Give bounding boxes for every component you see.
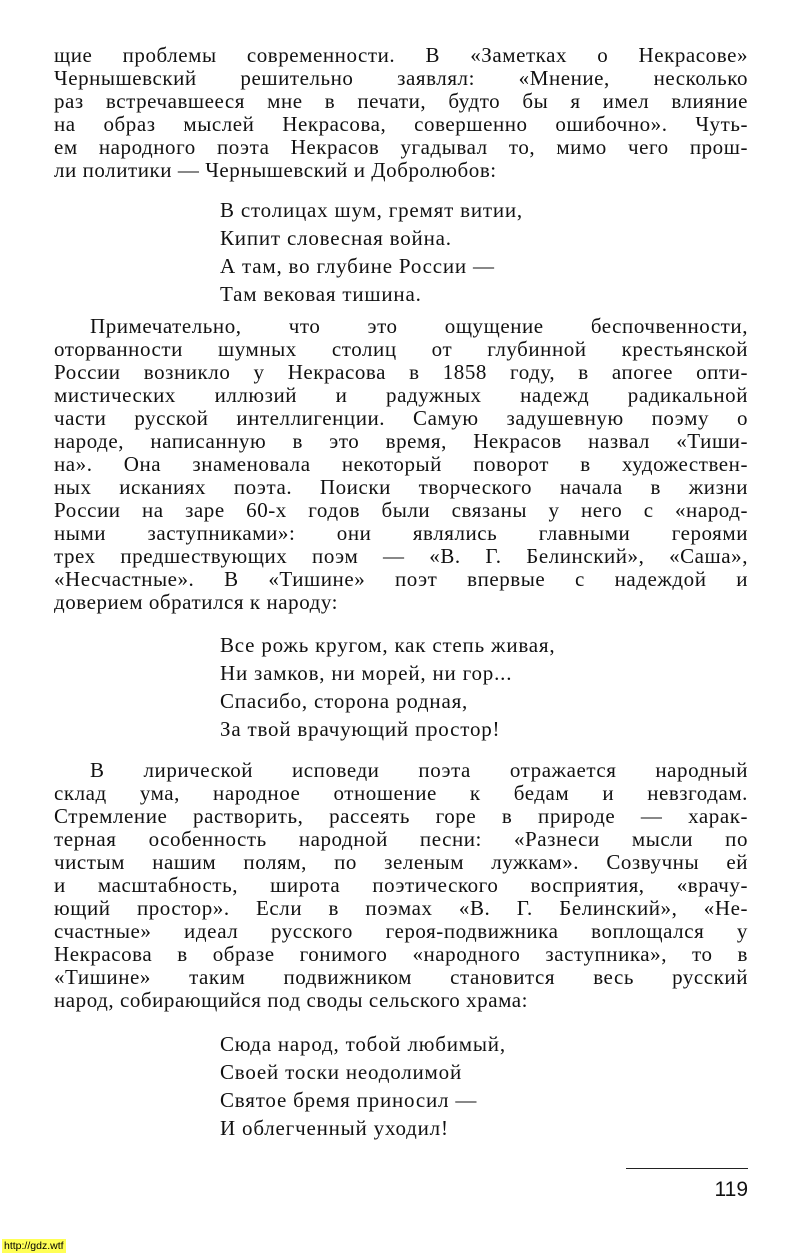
footer-rule [626, 1168, 748, 1169]
page-number: 119 [714, 1178, 748, 1201]
text-line: на образ мыслей Некрасова, совершенно ошибочно». Чуть- [54, 112, 748, 136]
text-line: раз встречавшееся мне в печати, будто бы я имел влияние [54, 89, 748, 113]
watermark-link[interactable]: http://gdz.wtf [4, 1240, 64, 1252]
text-line: «Несчастные». В «Тишине» поэт впервые с надеждой и [54, 567, 748, 591]
verse-line: За твой врачующий простор! [220, 717, 501, 741]
text-line: щие проблемы современности. В «Заметках о Некрасове» [54, 43, 748, 67]
text-line: В лирической исповеди поэта отражается народный [90, 758, 748, 782]
verse-line: Своей тоски неодолимой [220, 1060, 462, 1084]
text-line: Стремление растворить, рассеять горе в природе — харак- [54, 804, 748, 828]
text-line: счастные» идеал русского героя-подвижника воплощался у [54, 919, 748, 943]
verse-line: А там, во глубине России — [220, 254, 495, 278]
verse-line: Все рожь кругом, как степь живая, [220, 633, 556, 657]
verse-3 [220, 1030, 506, 1142]
verse-line: Там вековая тишина. [220, 282, 422, 306]
text-line: ли политики — Чернышевский и Добролюбов: [54, 158, 497, 182]
verse-line: Сюда народ, тобой любимый, [220, 1032, 506, 1056]
text-line: Примечательно, что это ощущение беспочвенности, [90, 314, 748, 338]
verse-line: В столицах шум, гремят витии, [220, 198, 523, 222]
verse-line: Спасибо, сторона родная, [220, 689, 469, 713]
text-line: ющий простор». Если в поэмах «В. Г. Белинский», «Не- [54, 896, 748, 920]
text-line: части русской интеллигенции. Самую задушевную поэму о [54, 406, 748, 430]
text-line: народе, написанную в это время, Некрасов назвал «Тиши- [54, 429, 748, 453]
text-line: России на заре 60-х годов были связаны у него с «народ- [54, 498, 748, 522]
paragraph-2 [54, 315, 748, 614]
text-line: мистических иллюзий и радужных надежд радикальной [54, 383, 748, 407]
text-line: чистым нашим полям, по зеленым лужкам». Созвучны ей [54, 850, 748, 874]
text-line: ными заступниками»: они являлись главными героями [54, 521, 748, 545]
verse-line: Святое бремя приносил — [220, 1088, 478, 1112]
text-line: и масштабность, широта поэтического восприятия, «врачу- [54, 873, 748, 897]
text-line: доверием обратился к народу: [54, 590, 339, 614]
text-line: Чернышевский решительно заявлял: «Мнение, несколько [54, 66, 748, 90]
text-line: трех предшествующих поэм — «В. Г. Белинский», «Саша», [54, 544, 748, 568]
text-line: на». Она знаменовала некоторый поворот в художествен- [54, 452, 748, 476]
text-line: «Тишине» таким подвижником становится весь русский [54, 965, 748, 989]
verse-line: Ни замков, ни морей, ни гор... [220, 661, 513, 685]
text-line: склад ума, народное отношение к бедам и невзгодам. [54, 781, 748, 805]
verse-1 [220, 196, 523, 308]
paragraph-1 [54, 44, 748, 182]
text-line: терная особенность народной песни: «Разнеси мысли по [54, 827, 748, 851]
text-line: России возникло у Некрасова в 1858 году, в апогее опти- [54, 360, 748, 384]
text-line: ных исканиях поэта. Поиски творческого начала в жизни [54, 475, 748, 499]
text-line: оторванности шумных столиц от глубинной крестьянской [54, 337, 748, 361]
verse-line: И облегченный уходил! [220, 1116, 449, 1140]
text-line: ем народного поэта Некрасов угадывал то, мимо чего прош- [54, 135, 748, 159]
verse-2 [220, 631, 555, 743]
text-line: Некрасова в образе гонимого «народного заступника», то в [54, 942, 748, 966]
verse-line: Кипит словесная война. [220, 226, 452, 250]
text-line: народ, собирающийся под своды сельского храма: [54, 988, 529, 1012]
paragraph-3 [54, 759, 748, 1012]
